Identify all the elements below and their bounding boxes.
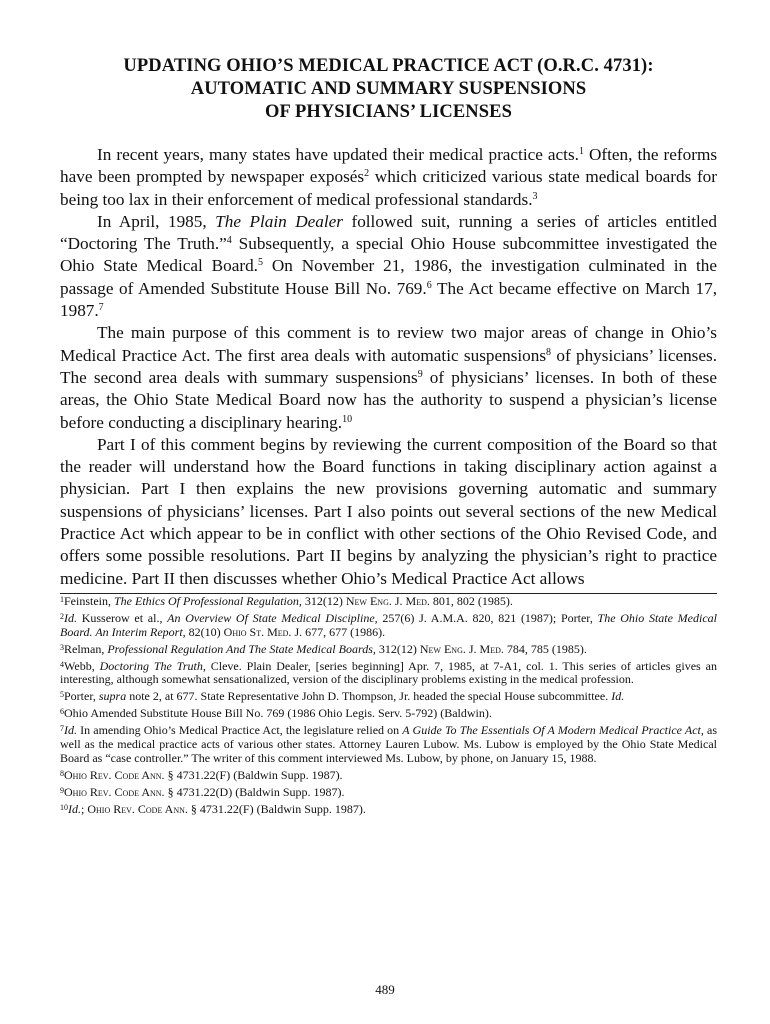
footnote-ref-5: 5 [257,257,263,269]
text-run: Kusserow et al., [77,610,168,625]
footnote-ref-9: 9 [417,368,423,380]
footnote-6 [60,707,717,721]
paragraph-1 [60,144,717,211]
footnote-number: 3 [60,642,64,652]
paragraph-2 [60,211,717,322]
footnote-ref-8: 8 [546,346,552,358]
citation-signal: supra [98,689,127,704]
footnote-number: 10 [60,802,68,812]
text-run: followed suit, running a series of articles entitled “Doctoring The Truth.” [60,211,718,254]
page-number: 489 [375,982,395,997]
journal-name: New Eng. J. Med. [419,641,504,656]
footnote-number: 7 [60,724,64,734]
text-run: 312(12) [301,593,346,608]
text-run: § 4731.22(F) (Baldwin Supp. 1987). [187,801,366,816]
text-run: ; [81,801,88,816]
text-run: Webb, [64,658,100,673]
text-run: In amending Ohio’s Medical Practice Act, the legislature relied on [77,723,403,738]
title-line-2: AUTOMATIC AND SUMMARY SUSPENSIONS [190,79,587,99]
text-run: Cleve. Plain Dealer, [series beginning] Apr. 7, 1985, at 7-A1, col. 1. This series of articles gives an interesting, although somewhat sensationalized, version of the disciplinary problems existing in the medical profession. [60,658,717,687]
text-run: 784, 785 (1985). [503,641,587,656]
journal-name: Ohio St. Med. [223,624,292,639]
footnote-7 [60,724,717,766]
text-run: Relman, [64,641,108,656]
citation-title: The Ethics Of Professional Regulation, [114,593,302,608]
text-run: J. 677, 677 (1986). [291,624,386,639]
footnote-ref-10: 10 [342,413,353,425]
body-text [60,144,717,590]
footnote-8 [60,769,717,783]
page [60,55,717,820]
citation-title: An Overview Of State Medical Discipline, [167,610,378,625]
citation-title: Doctoring The Truth, [99,658,206,673]
footnote-number: 8 [60,768,64,778]
code-name: Ohio Rev. Code Ann. [64,784,165,799]
text-run: The main purpose of this comment is to review two major areas of change in Ohio’s Medical Practice Act. The first area deals with automatic suspensions [60,323,717,365]
text-run: 257(6) J. A.M.A. 820, 821 (1987); Porter, [377,610,598,625]
citation-title: A Guide To The Essentials Of A Modern Medical Practice Act, [402,723,704,738]
newspaper-name: The Plain Dealer [215,211,343,231]
citation-id: Id. [64,610,77,625]
footnote-10 [60,803,717,817]
text-run: Feinstein, [64,593,114,608]
footnote-5 [60,690,717,704]
journal-name: New Eng. J. Med. [345,593,430,608]
text-run: Subsequently, a special Ohio House subcommittee investigated the Ohio State Medical Board. [60,234,717,276]
text-run: § 4731.22(D) (Baldwin Supp. 1987). [164,784,345,799]
text-run: 801, 802 (1985). [429,593,513,608]
text-run: 312(12) [375,641,420,656]
title-line-3: OF PHYSICIANS’ LICENSES [265,102,512,122]
citation-title: The Ohio State Medical Board. An Interim Report, [60,610,717,639]
text-run: In April, 1985, [97,211,216,231]
footnote-number: 9 [60,785,64,795]
footnotes [60,595,717,817]
footnote-4 [60,660,717,688]
text-run: of physicians’ licenses. In both of these areas, the Ohio State Medical Board now has the authority to suspend a physician’s license before conducting a disciplinary hearing. [60,367,717,432]
footnote-ref-6: 6 [426,279,432,291]
footnote-number: 6 [60,707,64,717]
text-run: as well as the medical practice acts of various other states. Attorney Lauren Lubow. Ms. Lubow is employed by the Ohio State Medical Board as “case controller.” The writer of this comment interviewed Ms. Lubow, by phone, on January 15, 1988. [60,723,717,765]
code-name: Ohio Rev. Code Ann. [87,801,188,816]
footnote-3 [60,643,717,657]
citation-id: Id. [611,689,625,704]
footnote-number: 1 [60,594,64,604]
footnote-1 [60,595,717,609]
citation-id: Id. [68,801,81,816]
text-run: On November 21, 1986, the investigation culminated in the passage of Amended Substitute House Bill No. 769. [60,256,717,298]
footnote-number: 4 [60,659,64,669]
footnote-number: 2 [60,611,64,621]
text-run: § 4731.22(F) (Baldwin Supp. 1987). [164,767,343,782]
text-run: The Act became effective on March 17, 1987. [60,278,717,321]
text-run: Part I of this comment begins by reviewing the current composition of the Board so that the reader will understand how the Board functions in taking disciplinary action against a physician. Part I then explains the new provisions governing automatic and summary suspensions of physicians’ licenses. Part I also points out several sections of the new Medical Practice Act which appear to be in conflict with other sections of the Ohio Revised Code, and offers some possible resolutions. Part II begins by analyzing the physician’s right to practice medicine. Part II then discusses whether Ohio’s Medical Practice Act allows [60,434,717,588]
footnote-2 [60,612,717,640]
text-run: note 2, at 677. State Representative John D. Thompson, Jr. headed the special House subcommittee. [126,689,612,704]
citation-title: Professional Regulation And The State Medical Boards, [107,641,376,656]
footnote-number: 5 [60,690,64,700]
footnote-ref-3: 3 [532,190,538,202]
citation-id: Id. [64,723,77,738]
code-name: Ohio Rev. Code Ann. [64,767,165,782]
text-run: Ohio Amended Substitute House Bill No. 769 (1986 Ohio Legis. Serv. 5-792) (Baldwin). [64,706,492,721]
text-run: Porter, [64,689,99,704]
footnote-ref-1: 1 [578,146,584,157]
footnote-ref-4: 4 [226,235,232,247]
text-run: 82(10) [185,624,224,639]
footnote-9 [60,786,717,800]
article-title [60,55,717,124]
text-run: which criticized various state medical boards for being too lax in their enforcement of medical professional standards. [60,167,717,209]
footnote-ref-2: 2 [364,168,370,180]
text-run: In recent years, many states have updated their medical practice acts. [97,145,579,164]
footnote-ref-7: 7 [98,302,104,314]
text-run: Often, the reforms have been prompted by newspaper exposés [60,145,718,187]
title-line-1: UPDATING OHIO’S MEDICAL PRACTICE ACT (O.R.C. 4731): [123,56,654,76]
text-run: of physicians’ licenses. The second area deals with summary suspensions [60,345,717,387]
paragraph-3 [60,322,717,433]
paragraph-4 [60,434,717,590]
